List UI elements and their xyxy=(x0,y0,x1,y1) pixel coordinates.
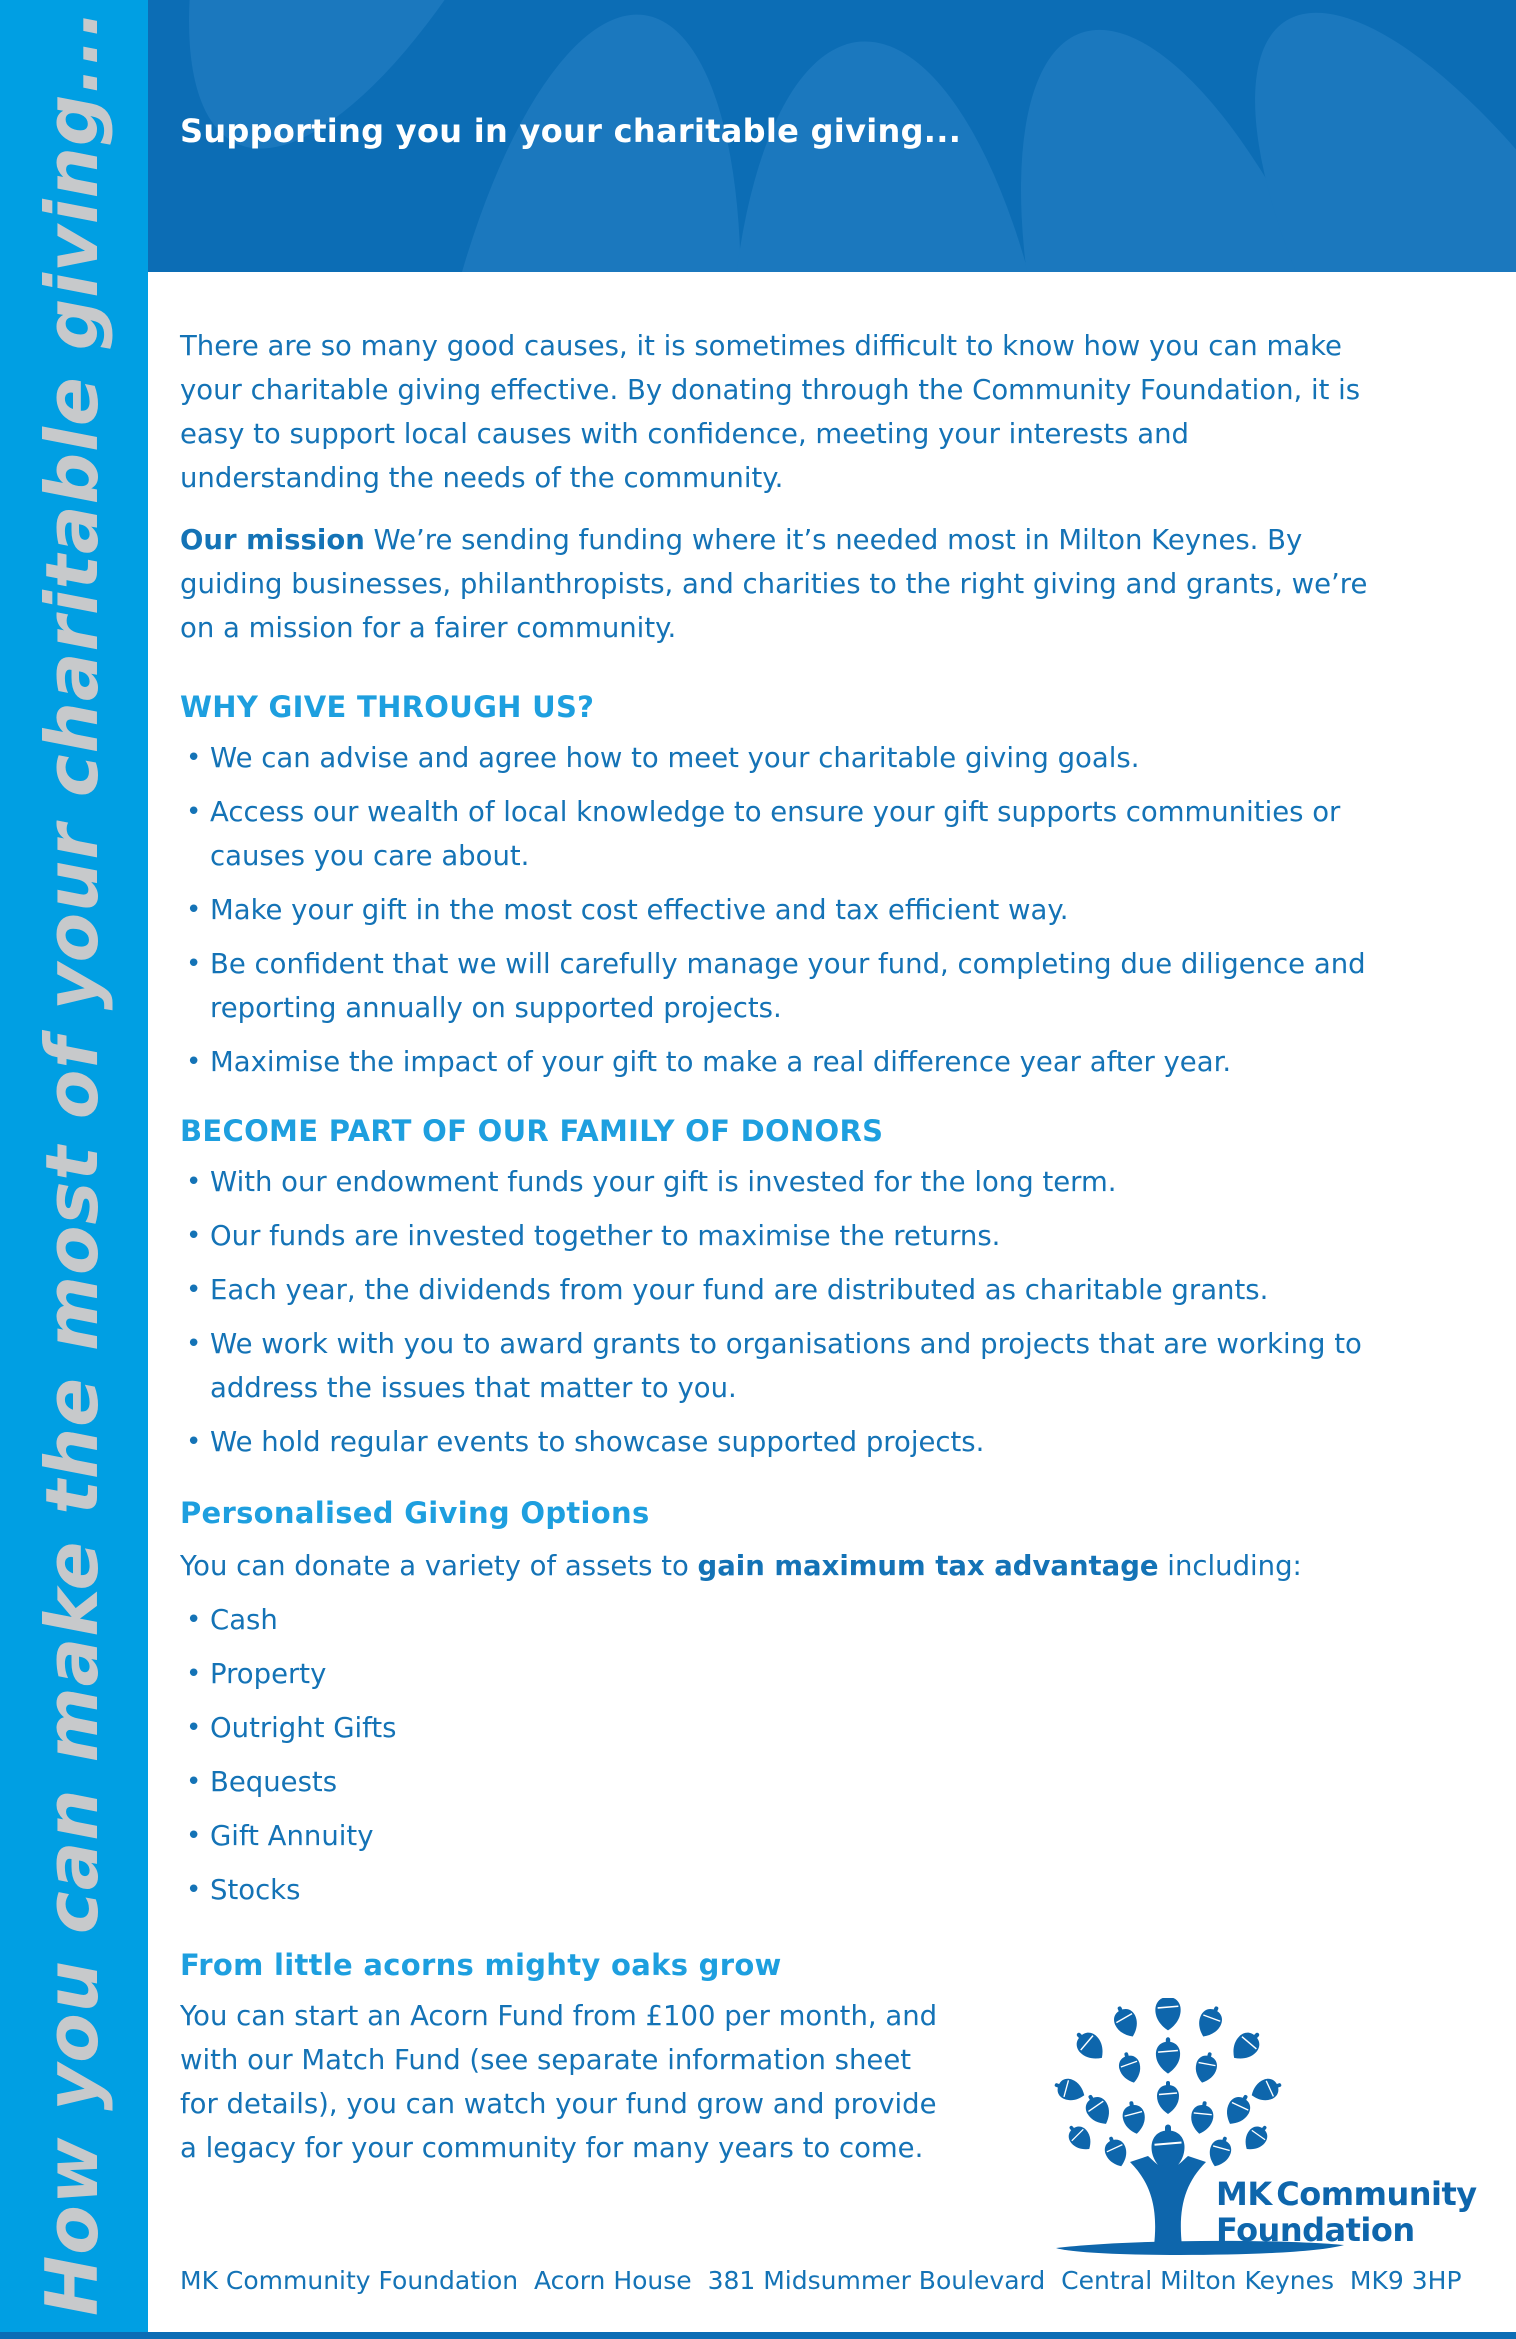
list-item: • Property xyxy=(180,1652,1370,1696)
logo-tree-icon xyxy=(1040,1998,1510,2256)
list-item: • Make your gift in the most cost effective and tax efficient way. xyxy=(180,888,1370,932)
tax-advantage-emphasis: gain maximum tax advantage xyxy=(697,1550,1159,1582)
list-item: • Cash xyxy=(180,1598,1370,1642)
family-of-donors-list xyxy=(180,1160,1370,1464)
list-item: • Each year, the dividends from your fund are distributed as charitable grants. xyxy=(180,1268,1370,1312)
list-item: • We work with you to award grants to organisations and projects that are working to address the issues that matter to you. xyxy=(180,1322,1370,1410)
acorn-fund-paragraph: You can start an Acorn Fund from £100 per month, and with our Match Fund (see separate information sheet for details), you can watch your fund grow and provide a legacy for your community for many years to come. xyxy=(180,2000,938,2164)
header-banner xyxy=(148,0,1516,272)
list-item: • Access our wealth of local knowledge to ensure your gift supports communities or causes you care about. xyxy=(180,790,1370,878)
acorn-canopy-icon xyxy=(1051,1998,1285,2174)
sidebar-vertical-title: How you can make the most of your charitable giving... xyxy=(30,8,114,2316)
tree-trunk-icon xyxy=(1130,2156,1206,2246)
mk-foundation-logo xyxy=(1040,1998,1510,2256)
mission-paragraph xyxy=(180,518,1370,650)
list-item: • With our endowment funds your gift is invested for the long term. xyxy=(180,1160,1370,1204)
list-item: • We can advise and agree how to meet your charitable giving goals. xyxy=(180,736,1370,780)
main-content xyxy=(180,272,1370,2170)
sidebar xyxy=(0,0,148,2339)
intro-paragraph: There are so many good causes, it is sometimes difficult to know how you can make your charitable giving effective. By donating through the Community Foundation, it is easy to support local causes with confidence, meeting your interests and understanding the needs of the community. xyxy=(180,330,1361,494)
list-item: • Our funds are invested together to maximise the returns. xyxy=(180,1214,1370,1258)
list-item: • Maximise the impact of your gift to make a real difference year after year. xyxy=(180,1040,1370,1084)
logo-wordmark-line2: Foundation xyxy=(1216,2211,1415,2249)
footer-address: MK Community Foundation Acorn House 381 Midsummer Boulevard Central Milton Keynes MK9 3HP xyxy=(180,2266,1462,2295)
personalised-giving-intro xyxy=(180,1544,1370,1588)
list-item: • Gift Annuity xyxy=(180,1814,1370,1858)
section-heading-personalised-giving: Personalised Giving Options xyxy=(180,1496,650,1530)
intro-post: including: xyxy=(1158,1550,1302,1582)
list-item: • Be confident that we will carefully manage your fund, completing due diligence and reporting annually on supported projects. xyxy=(180,942,1370,1030)
section-heading-acorns: From little acorns mighty oaks grow xyxy=(180,1948,782,1982)
list-item: • We hold regular events to showcase supported projects. xyxy=(180,1420,1370,1464)
why-give-list xyxy=(180,736,1370,1084)
section-heading-family-of-donors: BECOME PART OF OUR FAMILY OF DONORS xyxy=(180,1114,884,1148)
logo-wordmark-line1: MK Community xyxy=(1216,2175,1477,2213)
section-heading-why-give: WHY GIVE THROUGH US? xyxy=(180,690,595,724)
bottom-accent-bar xyxy=(0,2332,1516,2339)
list-item: • Outright Gifts xyxy=(180,1706,1370,1750)
list-item: • Stocks xyxy=(180,1868,1370,1912)
page-title: Supporting you in your charitable giving... xyxy=(180,112,962,150)
mission-label: Our mission xyxy=(180,524,365,556)
intro-pre: You can donate a variety of assets to xyxy=(180,1550,698,1582)
asset-types-list xyxy=(180,1598,1370,1912)
list-item: • Bequests xyxy=(180,1760,1370,1804)
mission-text: We’re sending funding where it’s needed most in Milton Keynes. By guiding businesses, philanthropists, and charities to the right giving and grants, we’re on a mission for a fairer community. xyxy=(180,524,1368,644)
